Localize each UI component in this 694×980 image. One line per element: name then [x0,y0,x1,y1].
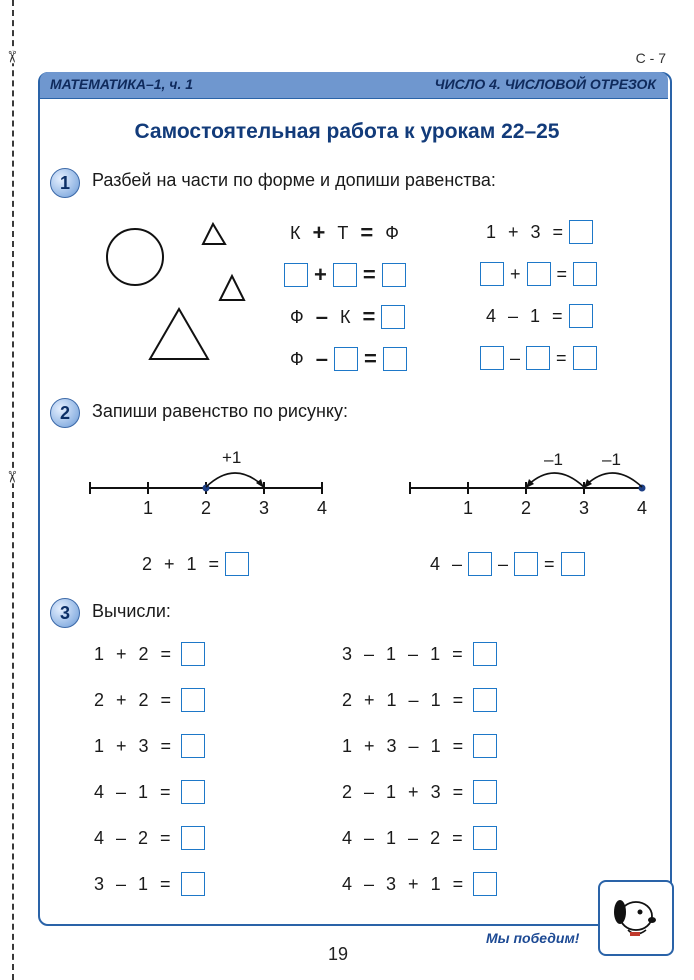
number-token: 4 [94,827,105,848]
number-token: 1 [430,643,441,664]
equation-row [336,734,497,758]
scissors-icon: ✂ [2,470,20,484]
number-token: 2 [94,689,105,710]
dog-icon [600,882,668,950]
number-token: 1 [94,643,105,664]
equation-row [136,552,249,576]
circle-shape [107,229,163,285]
number-token: 3 [430,781,441,802]
equation-row [88,688,205,712]
task-3-number: 3 [50,598,80,628]
number-token: 3 [530,221,541,242]
equation-row [88,826,205,850]
task-2-text: Запиши равенство по рисунку: [92,401,348,421]
answer-box[interactable] [334,347,358,371]
answer-box[interactable] [527,262,551,286]
answer-box[interactable] [561,552,585,576]
number-token: 4 [430,553,441,574]
answer-box[interactable] [514,552,538,576]
figure-letter: Ф [290,306,304,327]
operator-token: – [408,689,419,710]
tick-label: 2 [201,498,212,518]
answer-box[interactable] [181,872,205,896]
task-1-text: Разбей на части по форме и допиши равенства: [92,170,496,190]
operator-token: = [452,827,463,848]
number-token: 4 [486,305,497,326]
answer-box[interactable] [473,642,497,666]
tick-label: 4 [317,498,328,518]
equation-row [336,780,497,804]
answer-box[interactable] [181,826,205,850]
operator-token: – [364,643,375,664]
operator-token: – [364,827,375,848]
answer-box[interactable] [473,688,497,712]
operator-token: = [160,781,171,802]
number-token: 4 [342,827,353,848]
figure-letter: Т [337,222,349,243]
number-token: 3 [342,643,353,664]
number-token: 1 [430,735,441,756]
tick-label: 4 [637,498,648,518]
operator-token: = [363,346,377,371]
operator-token: = [452,643,463,664]
operator-token: = [544,553,555,574]
tick-label: 1 [463,498,474,518]
equation-row [336,872,497,896]
answer-box[interactable] [573,262,597,286]
number-token: 1 [386,643,397,664]
number-token: 2 [138,643,149,664]
answer-box[interactable] [473,780,497,804]
header-subject: МАТЕМАТИКА–1, ч. 1 [50,76,194,92]
operator-token: – [408,643,419,664]
operator-token: + [116,689,127,710]
operator-token: = [160,735,172,756]
scissors-icon: ✂ [2,50,20,64]
arrow-label: –1 [602,450,621,469]
equation-row [336,826,497,850]
operator-token: + [312,220,326,245]
task-2-number: 2 [50,398,80,428]
operator-token: + [408,873,419,894]
answer-box[interactable] [284,263,308,287]
operator-token: = [452,781,464,802]
operator-token: – [315,304,328,329]
answer-box[interactable] [480,262,504,286]
tick-label: 3 [579,498,590,518]
large-triangle-shape [150,309,208,359]
operator-token: = [362,262,376,287]
answer-box[interactable] [381,305,405,329]
jump-arrow [206,473,262,487]
answer-box[interactable] [383,347,407,371]
equation-row [284,346,407,372]
mascot-image [598,880,674,956]
tick-label: 2 [521,498,532,518]
tick-label: 1 [143,498,154,518]
number-token: 2 [138,689,149,710]
operator-token: = [160,827,171,848]
answer-box[interactable] [225,552,249,576]
number-token: 2 [342,689,353,710]
operator-token: – [364,873,375,894]
operator-token: – [116,827,127,848]
operator-token: – [315,346,328,371]
number-token: 2 [430,827,441,848]
number-token: 3 [94,873,105,894]
answer-box[interactable] [569,304,593,328]
cut-line [12,0,14,980]
equation-row [284,262,406,288]
operator-token: = [552,221,564,242]
equation-row [336,688,497,712]
number-token: 1 [386,827,397,848]
number-token: 1 [386,689,397,710]
operator-token: = [452,735,464,756]
operator-token: = [208,553,220,574]
arrow-label: –1 [544,450,563,469]
operator-token: = [556,347,567,368]
number-token: 1 [530,305,541,326]
answer-box[interactable] [569,220,593,244]
header-topic: ЧИСЛО 4. ЧИСЛОВОЙ ОТРЕЗОК [434,76,656,92]
answer-box[interactable] [526,346,550,370]
operator-token: + [364,689,375,710]
small-triangle-shape [220,276,244,300]
operator-token: = [160,643,172,664]
answer-box[interactable] [333,263,357,287]
operator-token: = [160,689,172,710]
arrow-label: +1 [222,448,242,467]
number-token: 1 [138,873,149,894]
operator-token: + [510,263,521,284]
operator-token: – [508,305,519,326]
figure-letter: Ф [385,222,399,243]
number-token: 1 [430,689,441,710]
operator-token: – [116,873,127,894]
equation-row [424,552,585,576]
operator-token: + [116,735,127,756]
equation-row [480,262,597,286]
equation-row [284,304,405,330]
operator-token: – [510,347,521,368]
answer-box[interactable] [473,826,497,850]
operator-token: + [164,553,175,574]
operator-token: + [508,221,519,242]
equation-row [284,220,405,246]
answer-box[interactable] [181,734,205,758]
operator-token: – [408,735,419,756]
operator-token: + [116,643,127,664]
shapes-figure [96,214,246,364]
number-token: 4 [94,781,105,802]
equation-row [480,346,597,370]
operator-token: = [360,220,374,245]
answer-box[interactable] [573,346,597,370]
number-token: 1 [138,781,149,802]
number-token: 1 [486,221,497,242]
tick-label: 3 [259,498,270,518]
operator-token: – [408,827,419,848]
equation-row [88,642,205,666]
equation-row [88,780,205,804]
equation-row [88,734,205,758]
number-token: 1 [186,553,197,574]
operator-token: – [452,553,463,574]
answer-box[interactable] [468,552,492,576]
number-token: 1 [94,735,105,756]
operator-token: = [362,304,376,329]
operator-token: + [314,262,327,287]
answer-box[interactable] [181,688,205,712]
number-token: 3 [386,873,397,894]
task-3-text: Вычисли: [92,601,171,621]
page-number: 19 [328,944,349,964]
number-token: 2 [138,827,149,848]
answer-box[interactable] [181,642,205,666]
operator-token: – [498,553,509,574]
operator-token: + [408,781,419,802]
operator-token: + [364,735,375,756]
answer-box[interactable] [473,872,497,896]
number-token: 1 [386,781,397,802]
operator-token: = [452,689,464,710]
number-token: 2 [142,553,153,574]
jump-arrow [586,473,642,487]
number-token: 3 [138,735,149,756]
jump-arrow [528,473,584,487]
figure-letter: Ф [290,348,304,369]
operator-token: = [160,873,171,894]
equation-row [88,872,205,896]
slogan: Мы победим! [486,930,580,946]
number-token: 4 [342,873,353,894]
equation-row [480,220,593,244]
operator-token: – [116,781,127,802]
figure-letter: К [290,222,301,243]
operator-token: = [556,263,568,284]
small-triangle-shape [203,224,225,244]
page-title: Самостоятельная работа к урокам 22–25 [134,120,560,143]
operator-token: – [364,781,375,802]
number-token: 1 [342,735,353,756]
number-token: 1 [430,873,441,894]
answer-box[interactable] [181,780,205,804]
answer-box[interactable] [480,346,504,370]
answer-box[interactable] [473,734,497,758]
answer-box[interactable] [382,263,406,287]
operator-token: = [452,873,464,894]
operator-token: = [552,305,563,326]
task-1-number: 1 [50,168,80,198]
equation-row [480,304,593,328]
number-token: 2 [342,781,353,802]
number-token: 3 [386,735,397,756]
page-code: С - 7 [635,50,666,66]
equation-row [336,642,497,666]
figure-letter: К [339,306,351,327]
